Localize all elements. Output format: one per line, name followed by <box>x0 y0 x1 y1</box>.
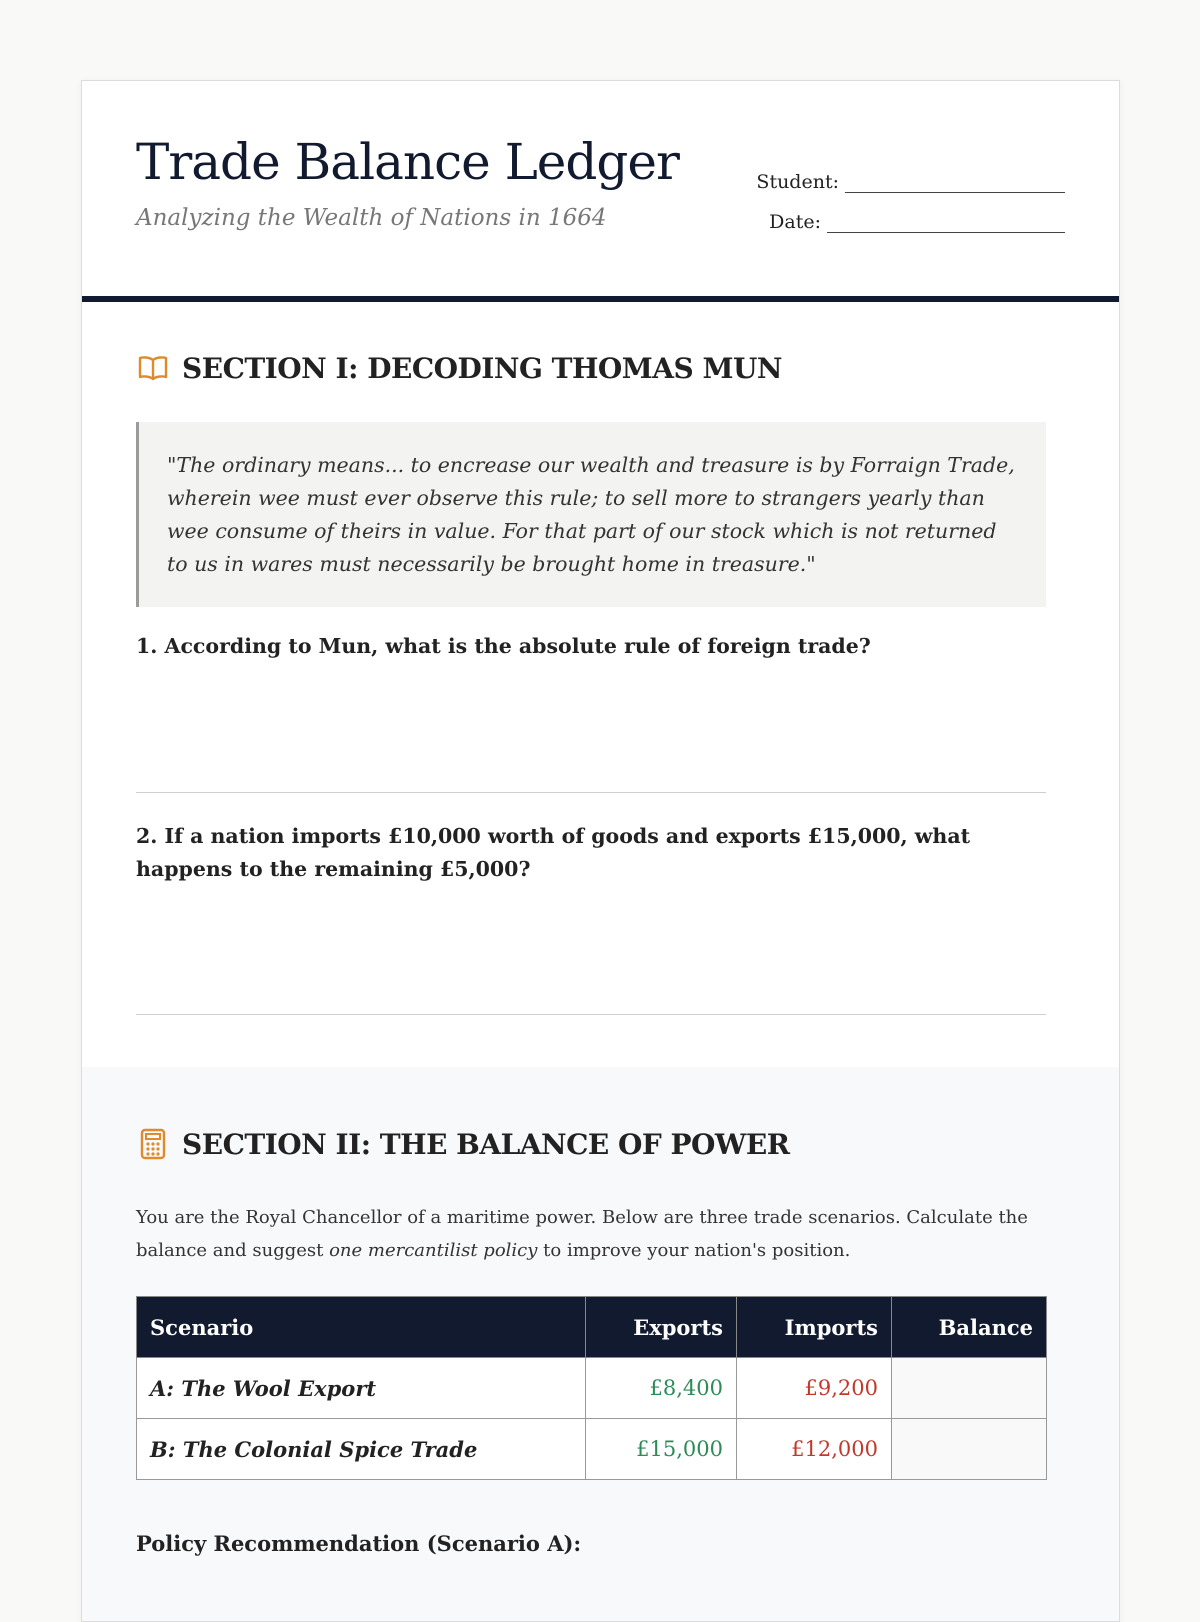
exports-cell: £8,400 <box>586 1358 737 1419</box>
worksheet <box>81 80 1120 1622</box>
question-1: 1. According to Mun, what is the absolute rule of foreign trade? <box>136 634 871 658</box>
answer-line-2[interactable] <box>136 1014 1046 1015</box>
intro-emphasis: one mercantilist policy <box>329 1240 538 1261</box>
mun-quote: "The ordinary means... to encrease our wealth and treasure is by Forraign Trade, wherein wee must ever observe this rule; to sell more to strangers yearly than wee consume of theirs in value. For that part of our stock which is not returned to us in wares must necessarily be brought home in treasure." <box>136 422 1046 607</box>
section2-title: SECTION II: THE BALANCE OF POWER <box>182 1127 790 1161</box>
header-scenario: Scenario <box>137 1297 586 1358</box>
scenario-cell: B: The Colonial Spice Trade <box>137 1419 586 1480</box>
trade-balance-table <box>136 1296 1047 1480</box>
student-label: Student: <box>756 171 839 193</box>
open-book-icon <box>136 351 170 385</box>
header-imports: Imports <box>737 1297 892 1358</box>
section2-heading <box>136 1127 789 1161</box>
imports-cell: £12,000 <box>737 1419 892 1480</box>
question-2: 2. If a nation imports £10,000 worth of goods and exports £15,000, what happens to the remaining £5,000? <box>136 824 971 881</box>
intro-text-end: to improve your nation's position. <box>537 1240 851 1261</box>
table-row <box>137 1419 1047 1480</box>
date-label: Date: <box>769 211 821 233</box>
header-balance: Balance <box>892 1297 1047 1358</box>
section2-intro <box>136 1201 1056 1267</box>
imports-cell: £9,200 <box>737 1358 892 1419</box>
section1-title: SECTION I: DECODING THOMAS MUN <box>182 351 783 385</box>
worksheet-header <box>82 81 1119 296</box>
exports-cell: £15,000 <box>586 1419 737 1480</box>
calculator-icon <box>136 1127 170 1161</box>
scenario-cell: A: The Wool Export <box>137 1358 586 1419</box>
balance-input-cell[interactable] <box>892 1419 1047 1480</box>
balance-input-cell[interactable] <box>892 1358 1047 1419</box>
page-subtitle: Analyzing the Wealth of Nations in 1664 <box>136 205 607 231</box>
intro-text-start: You are the Royal Chancellor of a maritime power. Below are three trade scenarios. Calculate the balance and suggest <box>136 1207 1028 1261</box>
date-field[interactable] <box>769 211 1065 233</box>
policy-recommendation-label: Policy Recommendation (Scenario A): <box>136 1531 582 1556</box>
section1-heading <box>136 351 782 385</box>
student-blank-line[interactable] <box>845 191 1065 193</box>
answer-line-1[interactable] <box>136 792 1046 793</box>
header-divider <box>82 296 1119 302</box>
student-field[interactable] <box>756 171 1065 193</box>
page-title: Trade Balance Ledger <box>136 133 679 191</box>
table-header-row <box>137 1297 1047 1358</box>
header-exports: Exports <box>586 1297 737 1358</box>
date-blank-line[interactable] <box>827 231 1065 233</box>
table-row <box>137 1358 1047 1419</box>
